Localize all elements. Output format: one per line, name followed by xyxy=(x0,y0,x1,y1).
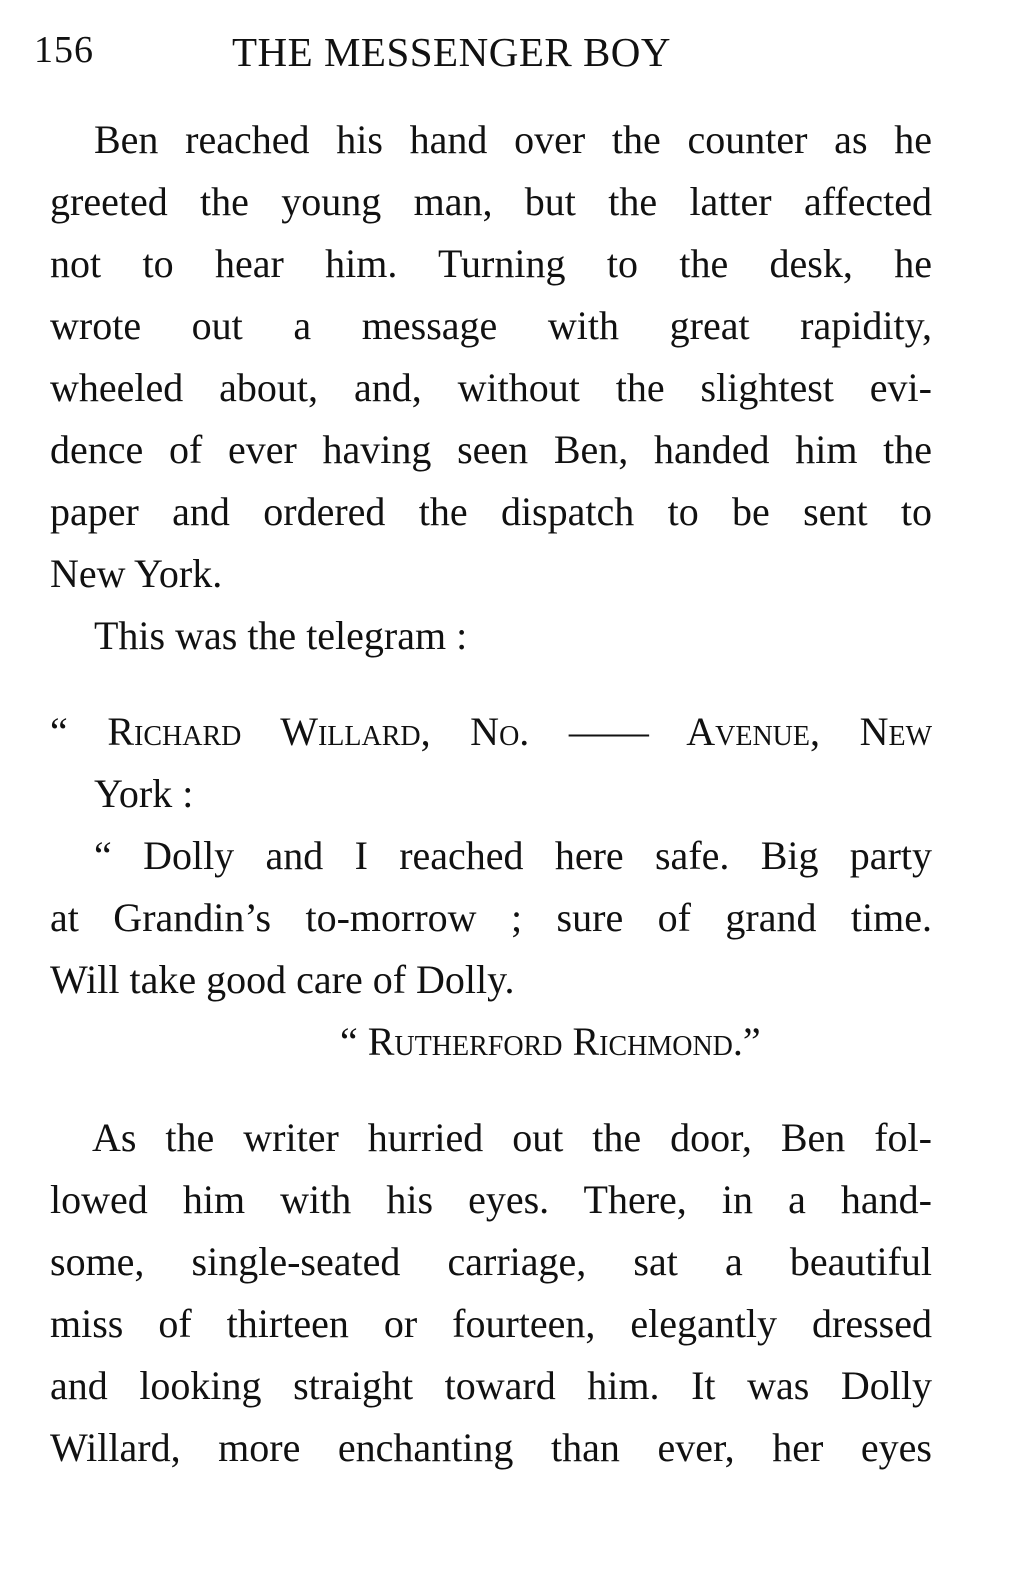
telegram-signature: “ Rutherford Richmond.” xyxy=(340,1019,761,1064)
telegram-address-city: York : xyxy=(94,771,194,816)
text-line: dence of ever having seen Ben, handed him the xyxy=(50,427,932,472)
text-line: lowed him with his eyes. There, in a hand- xyxy=(50,1177,932,1222)
text-line: not to hear him. Turning to the desk, he xyxy=(50,241,932,286)
text-line: paper and ordered the dispatch to be sent to xyxy=(50,489,932,534)
telegram-body-line: at Grandin’s to-morrow ; sure of grand time. xyxy=(50,895,932,940)
text-line: Willard, more enchanting than ever, her eyes xyxy=(50,1425,932,1470)
text-line: and looking straight toward him. It was Dolly xyxy=(50,1363,932,1408)
text-line: Ben reached his hand over the counter as he xyxy=(94,117,932,162)
text-line: greeted the young man, but the latter affected xyxy=(50,179,932,224)
page-number: 156 xyxy=(34,29,94,71)
text-line: wheeled about, and, without the slightest evi- xyxy=(50,365,932,410)
page-header xyxy=(34,22,794,82)
text-line: wrote out a message with great rapidity, xyxy=(50,303,932,348)
text-line: New York. xyxy=(50,551,223,596)
text-line: some, single-seated carriage, sat a beautiful xyxy=(50,1239,932,1284)
text-line: miss of thirteen or fourteen, elegantly dressed xyxy=(50,1301,932,1346)
telegram-address: “ Richard Willard, No. —— Avenue, New xyxy=(50,709,932,754)
paragraph-telegram-intro: This was the telegram : xyxy=(94,613,468,658)
running-head: THE MESSENGER BOY xyxy=(232,29,672,75)
telegram-body-line: “ Dolly and I reached here safe. Big party xyxy=(94,833,932,878)
text-line: As the writer hurried out the door, Ben fol- xyxy=(92,1115,932,1160)
telegram-body-line: Will take good care of Dolly. xyxy=(50,957,515,1002)
